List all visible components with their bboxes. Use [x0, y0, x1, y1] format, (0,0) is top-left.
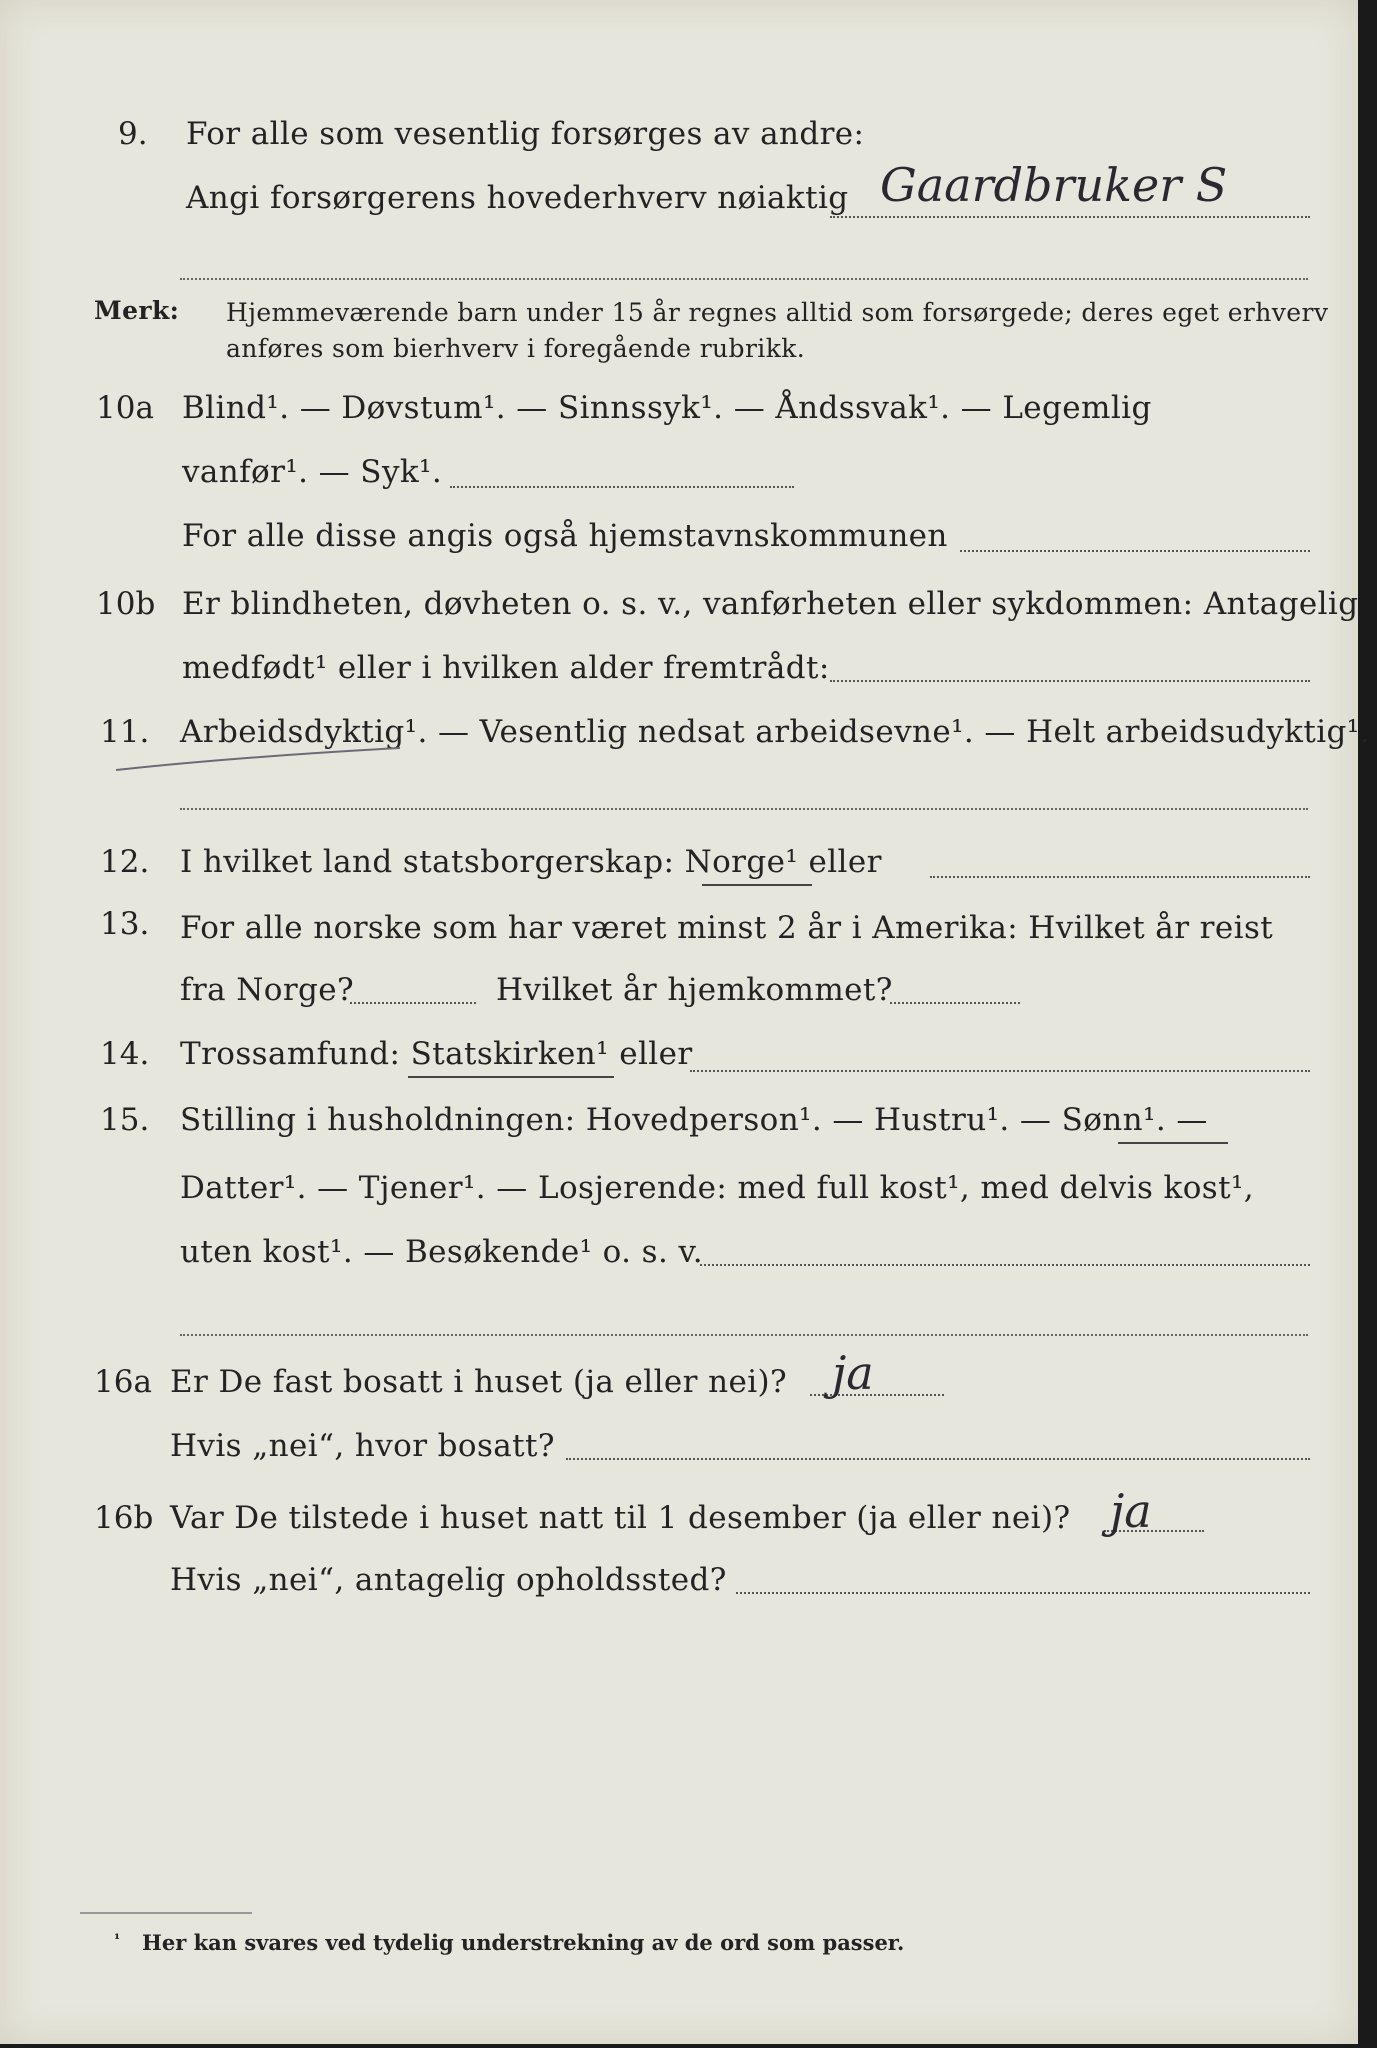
q12-norge-underline	[702, 884, 812, 886]
q15-extra-line	[180, 1334, 1308, 1336]
footnote-text: Her kan svares ved tydelig understrekning av de ord som passer.	[142, 1930, 905, 1955]
q16b-line2: Hvis „nei“, antagelig opholdssted?	[170, 1562, 727, 1598]
q10a-line2: vanfør¹. — Syk¹.	[182, 454, 443, 490]
q10a-number: 10a	[96, 390, 154, 426]
merk-label: Merk:	[94, 296, 180, 325]
merk-line2: anføres som bierhverv i foregående rubrikk.	[226, 334, 806, 363]
footnote-mark: ¹	[114, 1932, 121, 1948]
q9-line2: Angi forsørgerens hovederhverv nøiaktig	[186, 180, 849, 216]
q16a-number: 16a	[94, 1364, 152, 1400]
q9-line1: For alle som vesentlig forsørges av andre:	[186, 116, 865, 152]
q11-extra-line	[180, 808, 1308, 810]
q11-underline-stroke	[110, 740, 410, 774]
q11-line1: Arbeidsdyktig¹. — Vesentlig nedsat arbeidsevne¹. — Helt arbeidsudyktig¹.	[180, 714, 1370, 750]
q10b-number: 10b	[96, 586, 156, 622]
q14-statskirken-underline	[408, 1076, 614, 1078]
q16b-line1: Var De tilstede i huset natt til 1 desember (ja eller nei)?	[170, 1500, 1071, 1536]
q13-reist-line	[350, 1002, 476, 1004]
q16b-opholdssted-line	[736, 1592, 1310, 1594]
q14-number: 14.	[100, 1036, 150, 1072]
q16a-bosatt-line	[566, 1458, 1310, 1460]
q15-line2: Datter¹. — Tjener¹. — Losjerende: med full kost¹, med delvis kost¹,	[180, 1170, 1255, 1206]
q9-answer-line	[830, 216, 1310, 218]
q10b-line2: medfødt¹ eller i hvilken alder fremtrådt:	[182, 650, 830, 686]
q16a-answer: ja	[832, 1346, 874, 1400]
q16b-number: 16b	[94, 1500, 154, 1536]
q13-hjemkommet-line	[890, 1002, 1020, 1004]
q15-line1: Stilling i husholdningen: Hovedperson¹. — Hustru¹. — Sønn¹. —	[180, 1102, 1208, 1138]
q12-line1: I hvilket land statsborgerskap: Norge¹ eller	[180, 844, 882, 880]
q10b-line1: Er blindheten, døvheten o. s. v., vanførheten eller sykdommen: Antagelig	[182, 586, 1359, 622]
footnote-rule	[80, 1912, 252, 1914]
q13-line2a: fra Norge?	[180, 972, 355, 1008]
q16a-line2: Hvis „nei“, hvor bosatt?	[170, 1428, 555, 1464]
q15-line3: uten kost¹. — Besøkende¹ o. s. v.	[180, 1234, 703, 1270]
q9-extra-line	[180, 278, 1308, 280]
q15-number: 15.	[100, 1102, 150, 1138]
q12-answer-line	[930, 876, 1310, 878]
q10a-line3: For alle disse angis også hjemstavnskommunen	[182, 518, 948, 554]
q14-answer-line	[690, 1070, 1310, 1072]
q12-number: 12.	[100, 844, 150, 880]
q16b-answer: ja	[1110, 1484, 1152, 1538]
q15-answer-line	[700, 1264, 1310, 1266]
q10a-syk-line	[450, 486, 794, 488]
q13-line2b: Hvilket år hjemkommet?	[496, 972, 893, 1008]
q14-line1: Trossamfund: Statskirken¹ eller	[180, 1036, 693, 1072]
q9-number: 9.	[118, 116, 148, 152]
q10b-answer-line	[830, 680, 1310, 682]
q16a-answer-line	[810, 1394, 944, 1396]
q9-answer: Gaardbruker S	[880, 158, 1228, 212]
q15-sonn-underline	[1118, 1142, 1228, 1144]
q13-line1: For alle norske som har været minst 2 år i Amerika: Hvilket år reist	[180, 910, 1274, 946]
q10a-hjemstavn-line	[960, 550, 1310, 552]
q10a-line1: Blind¹. — Døvstum¹. — Sinnssyk¹. — Åndssvak¹. — Legemlig	[182, 390, 1152, 426]
q11-number: 11.	[100, 714, 150, 750]
q13-number: 13.	[100, 906, 150, 942]
merk-line1: Hjemmeværende barn under 15 år regnes alltid som forsørgede; deres eget erhverv	[226, 298, 1329, 327]
q16a-line1: Er De fast bosatt i huset (ja eller nei)?	[170, 1364, 788, 1400]
